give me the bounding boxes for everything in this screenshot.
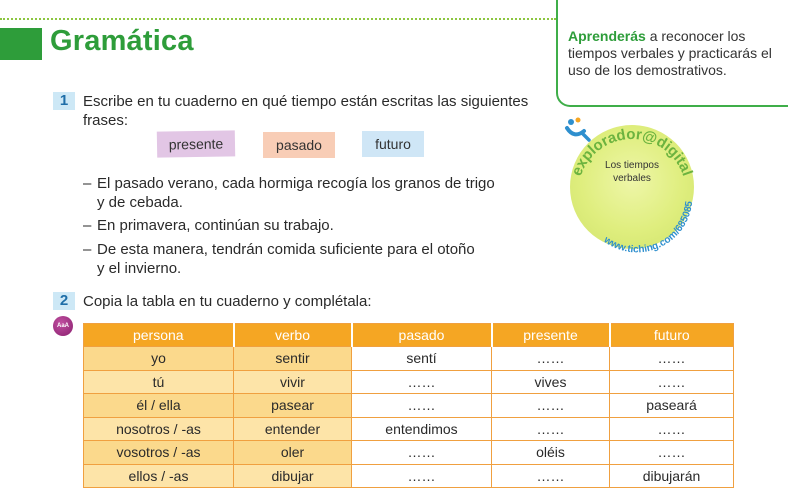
header-persona: persona [84,324,234,347]
cell-verbo: oler [234,441,352,465]
cell-pasado: sentí [352,347,492,371]
cell-verbo: sentir [234,347,352,371]
cell-persona: vosotros / -as [84,441,234,465]
svg-text:www.tiching.com/685085 [601,200,695,255]
item-line1: De esta manera, tendrán comida suficiente para el otoño [97,241,475,258]
learning-goal-text [568,28,778,79]
cell-presente: …… [492,394,610,418]
cell-futuro: …… [610,347,734,371]
table-row [84,394,734,418]
item-line2: y el invierno. [97,260,182,277]
item-dash: – [83,217,92,234]
cell-presente: vives [492,370,610,394]
exercise-2-number: 2 [53,292,75,310]
tiching-logo-icon [562,117,592,143]
learning-goal-lead: Aprenderás [568,28,646,44]
cell-presente: oléis [492,441,610,465]
header-dotted-line [0,18,556,20]
item-line1: El pasado verano, cada hormiga recogía los granos de trigo [97,175,495,192]
badge-arc-title: explorador@digital [568,125,696,179]
cell-persona: nosotros / -as [84,417,234,441]
cell-pasado: entendimos [352,417,492,441]
exercise-1-prompt-line1: Escribe en tu cuaderno en qué tiempo están escritas las siguientes [83,93,529,110]
verb-table [83,323,734,488]
aa-vocabulary-icon: AaA [53,316,73,336]
header-futuro: futuro [610,324,734,347]
table-row [84,347,734,371]
explorador-digital-badge[interactable] [568,125,696,256]
cell-verbo: entender [234,417,352,441]
cell-verbo: dibujar [234,464,352,488]
header-presente: presente [492,324,610,347]
item-line2: y de cebada. [97,194,183,211]
item-dash: – [83,241,92,258]
title-color-bar [0,28,42,60]
table-row [84,370,734,394]
header-pasado: pasado [352,324,492,347]
cell-verbo: vivir [234,370,352,394]
cell-pasado: …… [352,464,492,488]
cell-futuro: …… [610,417,734,441]
cell-futuro: …… [610,370,734,394]
cell-futuro: …… [610,441,734,465]
badge-subtitle-line2: verbales [613,173,651,184]
table-row [84,441,734,465]
exercise-1-prompt-line2: frases: [83,112,129,129]
learning-goal-box [556,0,788,107]
page-title: Gramática [50,25,194,57]
table-header-row [84,324,734,347]
exercise-1-number: 1 [53,92,75,110]
item-line1: En primavera, continúan su trabajo. [97,217,334,234]
cell-presente: …… [492,464,610,488]
badge-subtitle [570,159,694,185]
badge-subtitle-line1: Los tiempos [605,160,659,171]
cell-verbo: pasear [234,394,352,418]
exercise-2-prompt: Copia la tabla en tu cuaderno y complétala: [83,293,372,310]
chip-presente: presente [157,130,235,157]
chip-pasado: pasado [263,132,335,158]
cell-persona: yo [84,347,234,371]
header-verbo: verbo [234,324,352,347]
item-dash: – [83,175,92,192]
table-row [84,417,734,441]
cell-futuro: dibujarán [610,464,734,488]
cell-pasado: …… [352,370,492,394]
cell-presente: …… [492,347,610,371]
cell-persona: tú [84,370,234,394]
cell-pasado: …… [352,394,492,418]
chip-futuro: futuro [362,131,424,157]
cell-presente: …… [492,417,610,441]
learning-goal-rest: a reconocer los tiempos verbales y practicarás el uso de los demostrativos. [568,28,772,78]
cell-futuro: paseará [610,394,734,418]
cell-persona: ellos / -as [84,464,234,488]
cell-pasado: …… [352,441,492,465]
cell-persona: él / ella [84,394,234,418]
table-row [84,464,734,488]
badge-url[interactable]: www.tiching.com/685085 [601,200,696,256]
